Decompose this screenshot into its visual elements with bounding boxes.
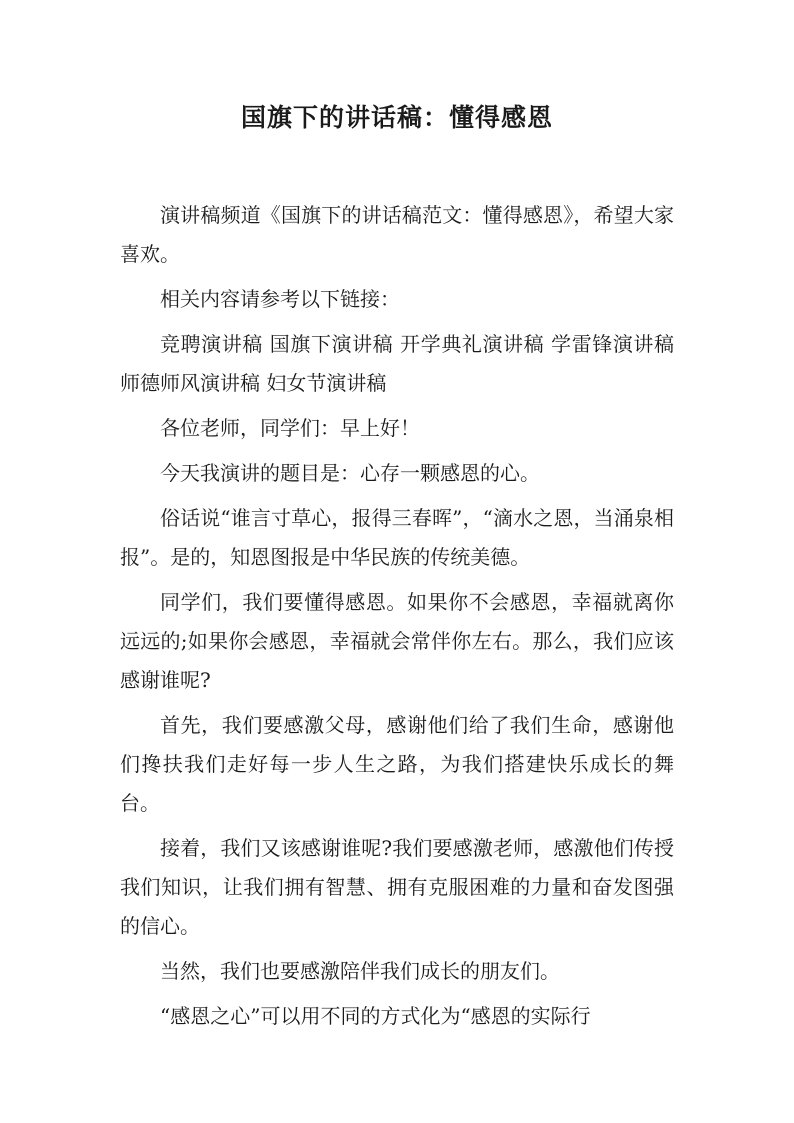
document-title: 国旗下的讲话稿：懂得感恩 xyxy=(240,103,553,132)
paragraph: 首先，我们要感激父母，感谢他们给了我们生命，感谢他们搀扶我们走好每一步人生之路，为我们搭建快乐成长的舞台。 xyxy=(120,713,674,815)
paragraph: 接着，我们又该感谢谁呢?我们要感激老师，感激他们传授我们知识，让我们拥有智慧、拥有克服困难的力量和奋发图强的信心。 xyxy=(120,836,674,938)
paragraph: 各位老师，同学们：早上好！ xyxy=(160,416,420,440)
paragraph: “感恩之心”可以用不同的方式化为“感恩的实际行 xyxy=(160,1004,591,1028)
document-body xyxy=(120,196,674,1036)
paragraph: 今天我演讲的题目是：心存一颗感恩的心。 xyxy=(160,461,540,485)
paragraph: 同学们，我们要懂得感恩。如果你不会感恩，幸福就离你远远的;如果你会感恩，幸福就会常伴你左右。那么，我们应该感谢谁呢? xyxy=(120,590,674,692)
related-links: 竞聘演讲稿 国旗下演讲稿 开学典礼演讲稿 学雷锋演讲稿 师德师风演讲稿 妇女节演讲稿 xyxy=(120,332,674,395)
paragraph: 俗话说“谁言寸草心，报得三春晖”，“滴水之恩，当涌泉相报”。是的，知恩图报是中华民族的传统美德。 xyxy=(120,506,674,569)
paragraph: 相关内容请参考以下链接： xyxy=(160,287,400,311)
paragraph: 当然，我们也要感激陪伴我们成长的朋友们。 xyxy=(160,959,560,983)
paragraph: 演讲稿频道《国旗下的讲话稿范文：懂得感恩》，希望大家喜欢。 xyxy=(120,203,674,266)
